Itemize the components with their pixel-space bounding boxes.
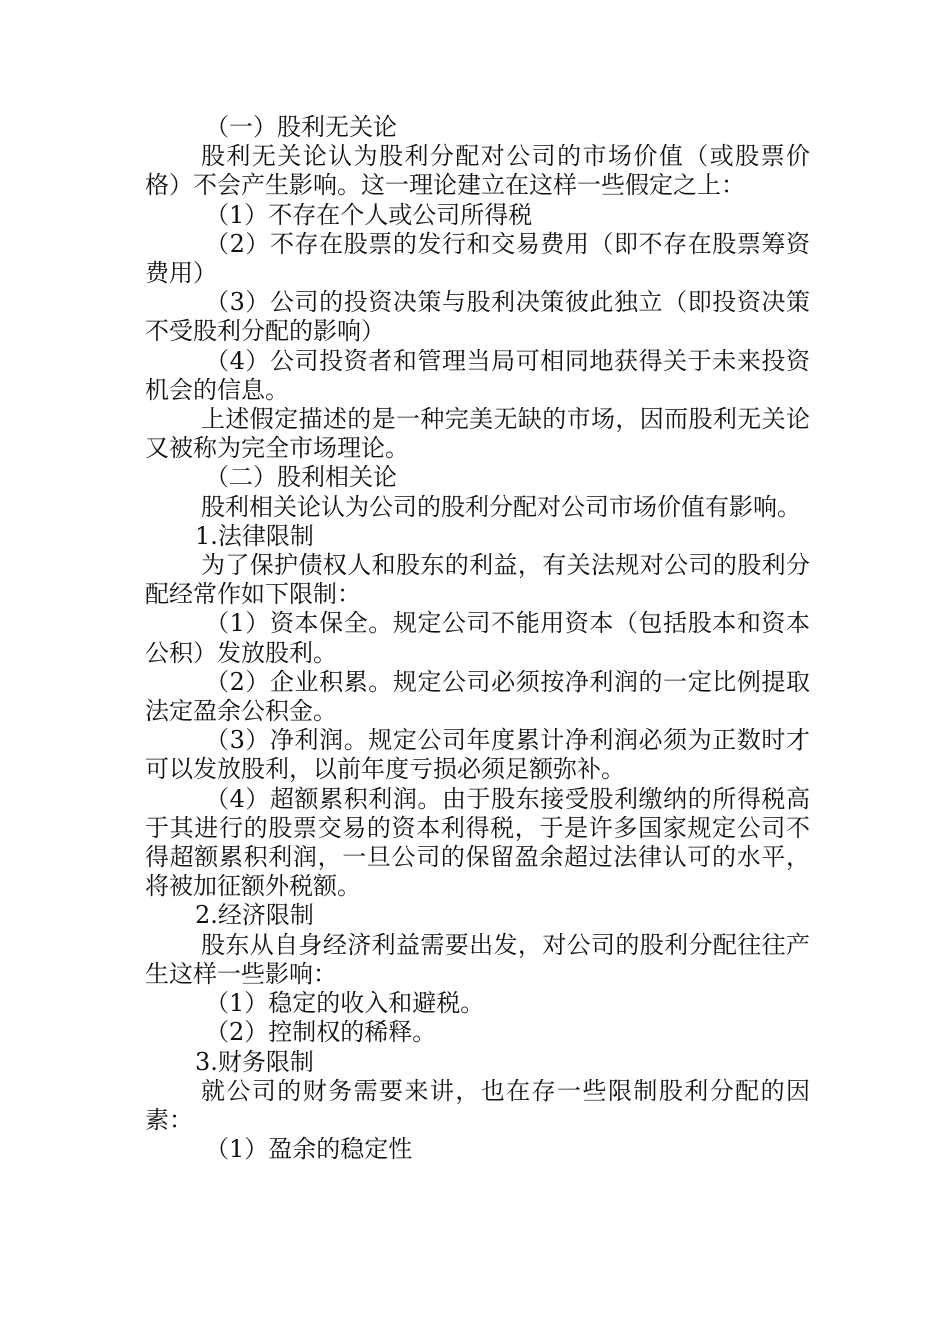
body-paragraph: 就公司的财务需要来讲，也在存一些限制股利分配的因素： <box>145 1076 810 1134</box>
list-item: （1）资本保全。规定公司不能用资本（包括股本和资本公积）发放股利。 <box>145 609 810 667</box>
body-paragraph: 股东从自身经济利益需要出发，对公司的股利分配往往产生这样一些影响： <box>145 930 810 988</box>
section-heading-2: （二）股利相关论 <box>205 463 397 492</box>
subsection-heading: 2.经济限制 <box>195 901 314 930</box>
list-item: （1）不存在个人或公司所得税 <box>205 200 533 229</box>
section-heading-1: （一）股利无关论 <box>205 113 397 141</box>
list-item: （1）盈余的稳定性 <box>205 1135 413 1164</box>
list-item: （2）控制权的稀释。 <box>205 1018 437 1047</box>
list-item: （3）公司的投资决策与股利决策彼此独立（即投资决策不受股利分配的影响） <box>145 288 810 346</box>
subsection-heading: 1.法律限制 <box>195 521 314 550</box>
list-item: （3）净利润。规定公司年度累计净利润必须为正数时才可以发放股利，以前年度亏损必须足额弥补。 <box>145 726 810 784</box>
list-item: （4）超额累积利润。由于股东接受股利缴纳的所得税高于其进行的股票交易的资本利得税，于是许多国家规定公司不得超额累积利润，一旦公司的保留盈余超过法律认可的水平，将被加征额外税额。 <box>145 784 810 901</box>
body-paragraph: 股利相关论认为公司的股利分配对公司市场价值有影响。 <box>201 492 801 521</box>
body-paragraph: 为了保护债权人和股东的利益，有关法规对公司的股利分配经常作如下限制： <box>145 551 810 609</box>
list-item: （2）企业积累。规定公司必须按净利润的一定比例提取法定盈余公积金。 <box>145 667 810 726</box>
list-item: （4）公司投资者和管理当局可相同地获得关于未来投资机会的信息。 <box>145 346 810 404</box>
subsection-heading: 3.财务限制 <box>195 1047 314 1076</box>
body-paragraph: 股利无关论认为股利分配对公司的市场价值（或股票价格）不会产生影响。这一理论建立在这样一些假定之上： <box>145 142 810 200</box>
document-page <box>145 113 810 1164</box>
list-item: （1）稳定的收入和避税。 <box>205 989 485 1018</box>
body-paragraph: 上述假定描述的是一种完美无缺的市场，因而股利无关论又被称为完全市场理论。 <box>145 405 810 463</box>
list-item: （2）不存在股票的发行和交易费用（即不存在股票筹资费用） <box>145 229 810 288</box>
